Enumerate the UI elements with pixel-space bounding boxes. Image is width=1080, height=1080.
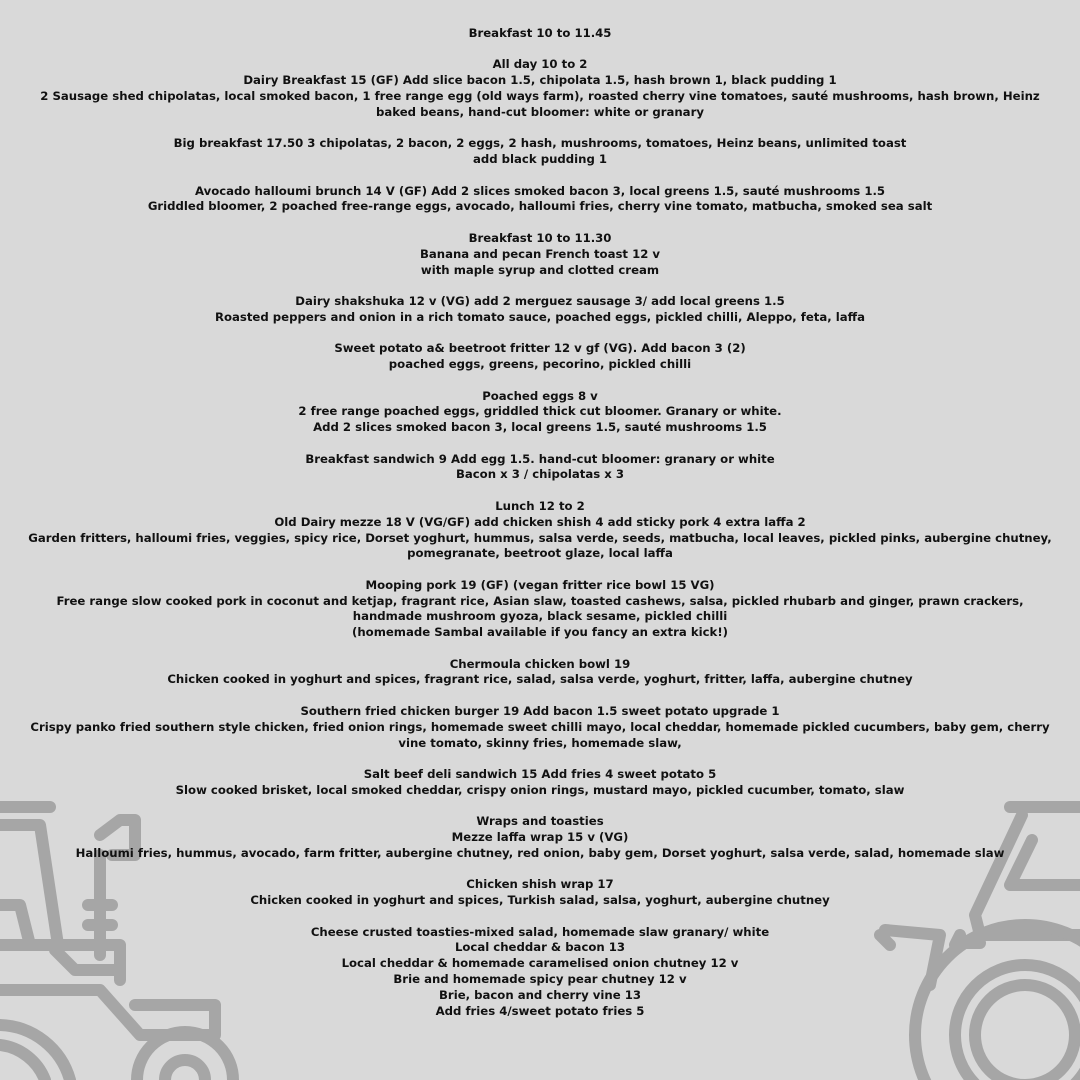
menu-section-mezze <box>20 499 1060 562</box>
menu-item-title: Mooping pork 19 (GF) (vegan fritter rice bowl 15 VG) <box>365 577 715 592</box>
menu-item-title: Dairy Breakfast 15 (GF) Add slice bacon 1.5, chipolata 1.5, hash brown 1, black pudding 1 <box>243 73 837 88</box>
menu-item-option: Brie and homemade spicy pear chutney 12 v <box>393 972 687 987</box>
section-heading: Breakfast 10 to 11.45 <box>468 26 612 40</box>
menu-item-description: Bacon x 3 / chipolatas x 3 <box>455 467 625 482</box>
menu-item-title: Southern fried chicken burger 19 Add bacon 1.5 sweet potato upgrade 1 <box>300 703 780 718</box>
menu-item-option: Brie, bacon and cherry vine 13 <box>439 987 641 1002</box>
menu-item-extra: add black pudding 1 <box>472 152 608 167</box>
section-heading: Lunch 12 to 2 <box>495 498 585 513</box>
menu-item-title: Banana and pecan French toast 12 v <box>419 246 661 261</box>
menu-item-title: Sweet potato a& beetroot fritter 12 v gf (VG). Add bacon 3 (2) <box>334 341 746 356</box>
menu-section-toasties <box>20 925 1060 1020</box>
menu-item-description: Garden fritters, halloumi fries, veggies, spicy rice, Dorset yoghurt, hummus, salsa verde, seeds, matbucha, local leaves, pickled pinks, aubergine chutney, pomegranate, beetroot glaze, local laffa <box>28 530 1052 561</box>
menu-item-description: Crispy panko fried southern style chicken, fried onion rings, homemade sweet chilli mayo, local cheddar, homemade pickled cucumbers, baby gem, cherry vine tomato, skinny fries, homemade slaw, <box>30 719 1050 750</box>
menu-item-description: with maple syrup and clotted cream <box>420 262 660 277</box>
menu-section-big-breakfast <box>20 136 1060 168</box>
menu-item-description: 2 Sausage shed chipolatas, local smoked bacon, 1 free range egg (old ways farm), roasted cherry vine tomatoes, sauté mushrooms, hash brown, Heinz baked beans, hand-cut bloomer: white or granary <box>40 89 1040 119</box>
menu-item-title: Dairy shakshuka 12 v (VG) add 2 merguez sausage 3/ add local greens 1.5 <box>295 294 785 308</box>
menu-section-wraps <box>20 814 1060 861</box>
section-heading: All day 10 to 2 <box>492 57 588 72</box>
menu-section-mooping-pork <box>20 578 1060 641</box>
menu-section-fritter <box>20 341 1060 373</box>
menu-item-title: Avocado halloumi brunch 14 V (GF) Add 2 slices smoked bacon 3, local greens 1.5, sauté mushrooms 1.5 <box>194 183 886 198</box>
menu-item-extra: Add 2 slices smoked bacon 3, local greens 1.5, sauté mushrooms 1.5 <box>313 420 767 435</box>
menu-item-option: Local cheddar & bacon 13 <box>454 940 626 955</box>
menu-item-title: Mezze laffa wrap 15 v (VG) <box>451 830 629 845</box>
menu-section-chicken-burger <box>20 704 1060 751</box>
menu-item-description: Roasted peppers and onion in a rich tomato sauce, poached eggs, pickled chilli, Aleppo, feta, laffa <box>214 309 866 324</box>
menu-section-shakshuka <box>20 294 1060 326</box>
menu-item-description: Chicken cooked in yoghurt and spices, fragrant rice, salad, salsa verde, yoghurt, fritter, laffa, aubergine chutney <box>167 672 913 687</box>
menu-item-description: Halloumi fries, hummus, avocado, farm fritter, aubergine chutney, red onion, baby gem, Dorset yoghurt, salsa verde, salad, homemade slaw <box>75 845 1005 860</box>
menu-section-dairy-breakfast <box>20 57 1060 120</box>
menu-item-title: Poached eggs 8 v <box>482 388 598 403</box>
menu-item-title: Chermoula chicken bowl 19 <box>449 656 631 671</box>
menu-section-chicken-shish <box>20 877 1060 909</box>
menu-section-salt-beef <box>20 767 1060 799</box>
menu-item-description: 2 free range poached eggs, griddled thick cut bloomer. Granary or white. <box>298 404 782 419</box>
menu-item-description: Chicken cooked in yoghurt and spices, Turkish salad, salsa, yoghurt, aubergine chutney <box>250 893 830 908</box>
menu-item-title: Chicken shish wrap 17 <box>466 877 614 892</box>
menu-section-chermoula <box>20 657 1060 689</box>
menu-item-title: Breakfast sandwich 9 Add egg 1.5. hand-cut bloomer: granary or white <box>305 451 775 466</box>
menu-item-option: Local cheddar & homemade caramelised onion chutney 12 v <box>341 956 739 971</box>
menu-section-french-toast <box>20 231 1060 278</box>
menu-item-description: Free range slow cooked pork in coconut and ketjap, fragrant rice, Asian slaw, toasted cashews, salsa, pickled rhubarb and ginger, prawn crackers, handmade mushroom gyoza, black sesame, pickled chilli <box>56 593 1024 624</box>
menu-item-title: Old Dairy mezze 18 V (VG/GF) add chicken shish 4 add sticky pork 4 extra laffa 2 <box>274 514 806 529</box>
menu-section-breakfast-hours <box>20 26 1060 42</box>
menu-item-note: (homemade Sambal available if you fancy an extra kick!) <box>352 625 728 640</box>
menu-item-description: poached eggs, greens, pecorino, pickled chilli <box>388 357 692 372</box>
menu-item-description: Slow cooked brisket, local smoked cheddar, crispy onion rings, mustard mayo, pickled cucumber, tomato, slaw <box>175 782 905 797</box>
section-heading: Wraps and toasties <box>476 814 604 829</box>
menu-item-title: Salt beef deli sandwich 15 Add fries 4 sweet potato 5 <box>363 767 717 782</box>
menu-item-description: Griddled bloomer, 2 poached free-range eggs, avocado, halloumi fries, cherry vine tomato, matbucha, smoked sea salt <box>147 199 933 214</box>
menu-section-poached-eggs <box>20 389 1060 436</box>
menu-item-title: Big breakfast 17.50 3 chipolatas, 2 bacon, 2 eggs, 2 hash, mushrooms, tomatoes, Heinz beans, unlimited toast <box>173 136 907 151</box>
menu-section-avocado-halloumi <box>20 184 1060 216</box>
menu-section-breakfast-sandwich <box>20 452 1060 484</box>
menu-item-extra: Add fries 4/sweet potato fries 5 <box>435 1003 645 1018</box>
menu-text <box>20 26 1060 1035</box>
menu-item-title: Cheese crusted toasties-mixed salad, homemade slaw granary/ white <box>310 924 770 939</box>
section-heading: Breakfast 10 to 11.30 <box>468 230 612 245</box>
